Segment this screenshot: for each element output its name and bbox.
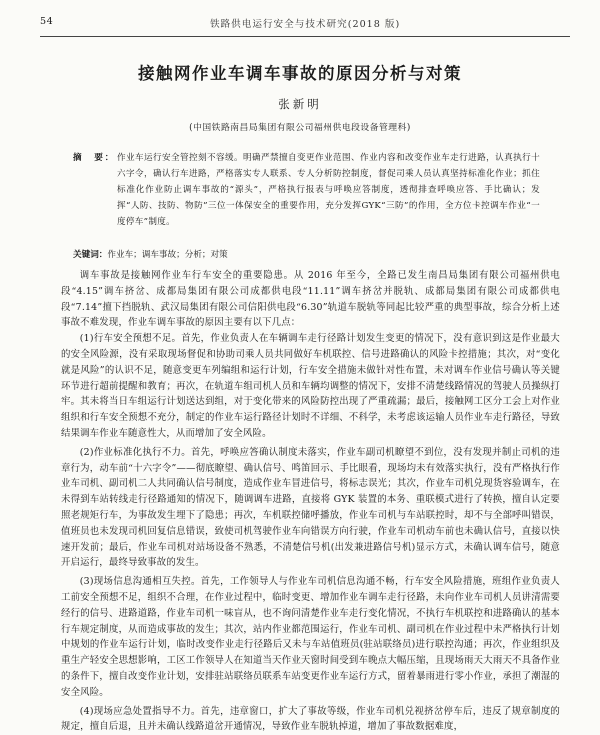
running-header bbox=[40, 14, 570, 34]
paragraph-intro: 调车事故是接触网作业车行车安全的重要隐患。从 2016 年至今，全路已发生南昌局集团有限公司福州供电段“4.15”调车挤岔、成都局集团有限公司成都供电段“11.11”调车挤岔并脱轨、成都局集团有限公司成都供电段“7.14”擅下挡脱轨、武汉局集团有限公司信阳供电段“6.30”轨道车脱轨等同起比较严重的典型事故，综合分析上述事故不难发现，作业车调车事故的原因主要有以下几点： bbox=[61, 270, 560, 329]
journal-title: 铁路供电运行安全与技术研究(2018 版) bbox=[210, 19, 401, 30]
author-name: 张新明 bbox=[278, 97, 322, 111]
author-affiliation: (中国铁路南昌局集团有限公司福州供电段设备管理科) bbox=[189, 123, 411, 133]
article-title: 接触网作业车调车事故的原因分析与对策 bbox=[138, 64, 462, 83]
page-number: 54 bbox=[40, 16, 54, 27]
paragraph-4: (4)现场应急处置指导不力。首先，违章窗口，扩大了事故等级，作业车司机兑视挤岔停车后，违反了规章制度的规定，擅自后退，且并未确认线路道岔开通情况，导致作业车脱轨掉道，增加了事故数据难度， bbox=[61, 705, 560, 733]
paragraph-2: (2)作业标准化执行不力。首先，呼唤应答确认制度未落实，作业车副司机瞭望不到位，没有发现并制止司机的违章行为，动车前“十六字令”——彻底瞭望、确认信号、鸣笛回示、手比眼看，现场均未有效落实执行，没有严格执行作业车司机、副司机二人共同确认信号制度，造成作业车冒进信号，将标志误光；其次，作业车司机兑现货容验调车，在未得到车站转线走行径路通知的情况下，随调调车进路，直接将 GYK 装置的本务、重联模式进行了转换，擅自认定要照老规矩行车，为事故发生埋下了隐患；再次，车机联控储呼播放，作业车司机与车站联控时，却不与全部呼叫错误，值班员也未发现司机回复信息错误，致使司机驾驶作业车向错误方向行驶，作业车司机动车前也未确认信号，直接以快速开发前；最后，作业车司机对站场设备不熟悉，不清楚信号机(出发兼进路信号机)显示方式，未确认调车信号，随意开启运行，最终导致事故的发生。 bbox=[61, 446, 560, 569]
abstract-label: 摘 要： bbox=[73, 153, 116, 163]
keywords-label: 关键词： bbox=[73, 250, 108, 260]
paragraph-1: (1)行车安全预想不足。首先，作业负责人在车辆调车走行径路计划发生变更的情况下，没有意识到这是作业最大的安全风险源，没有采取现场督促和协助司乘人员共同做好车机联控、信号进路确认的风险卡控措施；其次，对“变化就是风险”的认识不足，随意变更车列编组和运行计划，行车安全措施未做针对性布置，未对调车作业信号确认等关键环节进行超前提醒和教育；再次，在轨道车组司机人员和车辆均调整的情况下，安排不清楚线路情况的驾驶人员操纵打牢。其未将当日车组运行计划送达到组，对于变化带来的风险防控出现了严重疏漏；最后，接触网工区分工会上对作业组织和行车安全预想不充分，制定的作业车运行路径计划时不详细、不科学，未考虑该运输人员作业车走行路径，导致结果调车作业车随意性大，从而增加了安全风险。 bbox=[61, 333, 560, 439]
keywords-text: 作业车；调车事故；分析；对策 bbox=[107, 250, 228, 260]
abstract bbox=[73, 150, 540, 230]
body-text bbox=[61, 268, 560, 735]
keywords bbox=[73, 247, 540, 263]
header-rule bbox=[40, 36, 570, 37]
paragraph-3: (3)现场信息沟通相互失控。首先，工作领导人与作业车司机信息沟通不畅，行车安全风险措施，班组作业负责人工前安全预想不足，组织不合理，在作业过程中，临时变更、增加作业车调车走行径路，未向作业车司机人员讲清需要经行的信号、进路道路，作业车司机一味盲从，也不询问清楚作业车走行变化情况，不执行车机联控和进路确认的基本行车规定制度，从而造成事故的发生；其次，站内作业都范围运行，作业车司机、副司机在作业过程中未严格执行计划中规划的作业车运行计划，临时改变作业走行径路后又未与车站值班员(驻站联络员)进行联控沟通；再次，作业组织及重生产轻安全思想影响，工区工作领导人在知道当天作业天窗时间受到车晚点大幅压缩，且现场雨天大雨天不具备作业的条件下，擅自改变作业计划，安排驻站联络员联系车站变更作业车运行方式，留着暴雨进行零小作业，承担了潮湿的安全风险。 bbox=[61, 576, 560, 698]
abstract-text: 作业车运行安全管控刻不容缓。明确严禁擅自变更作业范围、作业内容和改变作业车走行进路，认真执行十六字令，确认行车进路，严格落实专人联系、专人分析防控制度，督促司乘人员认真坚持标准化作业；抓住标准化作业防止调车事故的“源头”，严格执行报表与呼唤应答制度，透彻排查呼唤应答、手比确认；发挥“人防、技防、物防”三位一体保安全的重要作用，充分发挥GYK“三防”的作用，全方位卡控调车作业“一度停车”制度。 bbox=[117, 153, 540, 227]
